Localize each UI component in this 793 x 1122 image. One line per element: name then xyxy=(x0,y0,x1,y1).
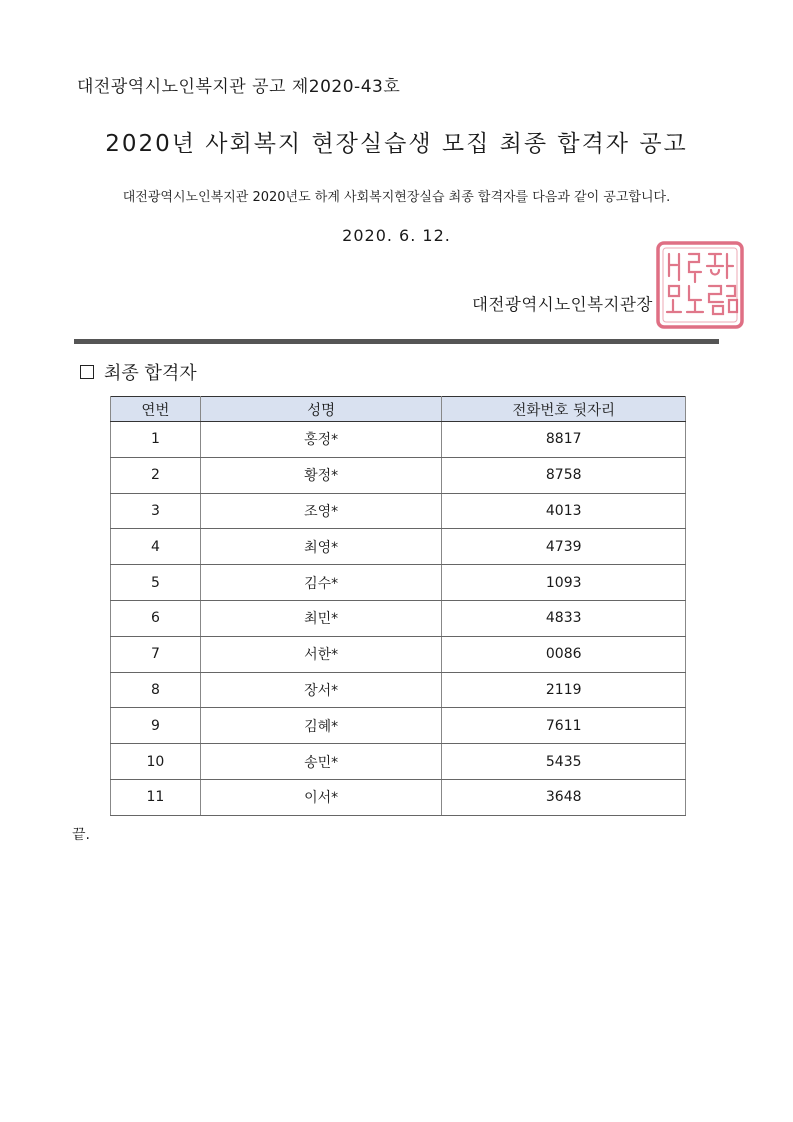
col-header-name: 성명 xyxy=(200,397,442,422)
table-row xyxy=(111,708,686,744)
cell-phone: 4013 xyxy=(442,493,686,529)
cell-number: 7 xyxy=(111,636,201,672)
table-row xyxy=(111,779,686,815)
cell-phone: 3648 xyxy=(442,779,686,815)
cell-name: 조영* xyxy=(200,493,442,529)
divider-rule xyxy=(74,339,719,344)
cell-name: 최영* xyxy=(200,529,442,565)
signature-issuer: 대전광역시노인복지관장 xyxy=(472,295,653,314)
table-row xyxy=(111,422,686,458)
cell-number: 9 xyxy=(111,708,201,744)
table-row xyxy=(111,565,686,601)
table-header-row xyxy=(111,397,686,422)
cell-phone: 4833 xyxy=(442,600,686,636)
cell-name: 서한* xyxy=(200,636,442,672)
table-row xyxy=(111,493,686,529)
section-title: 최종 합격자 xyxy=(104,363,197,384)
cell-number: 6 xyxy=(111,600,201,636)
page-title: 2020년 사회복지 현장실습생 모집 최종 합격자 공고 xyxy=(105,131,688,157)
results-table xyxy=(110,396,686,816)
cell-number: 3 xyxy=(111,493,201,529)
table-row xyxy=(111,636,686,672)
cell-phone: 4739 xyxy=(442,529,686,565)
cell-number: 11 xyxy=(111,779,201,815)
cell-name: 최민* xyxy=(200,600,442,636)
cell-name: 김수* xyxy=(200,565,442,601)
notice-number: 대전광역시노인복지관 공고 제2020-43호 xyxy=(77,77,401,97)
cell-number: 4 xyxy=(111,529,201,565)
cell-phone: 1093 xyxy=(442,565,686,601)
cell-number: 8 xyxy=(111,672,201,708)
official-seal-stamp xyxy=(655,240,745,330)
cell-phone: 0086 xyxy=(442,636,686,672)
table-row xyxy=(111,672,686,708)
end-mark: 끝. xyxy=(72,827,90,843)
col-header-number: 연번 xyxy=(111,397,201,422)
cell-name: 이서* xyxy=(200,779,442,815)
cell-phone: 2119 xyxy=(442,672,686,708)
table-row xyxy=(111,744,686,780)
notice-date: 2020. 6. 12. xyxy=(342,226,451,245)
cell-name: 홍정* xyxy=(200,422,442,458)
section-heading xyxy=(80,359,197,385)
cell-name: 장서* xyxy=(200,672,442,708)
cell-name: 송민* xyxy=(200,744,442,780)
empty-square-icon xyxy=(80,365,94,379)
intro-text: 대전광역시노인복지관 2020년도 하계 사회복지현장실습 최종 합격자를 다음과 같이 공고합니다. xyxy=(122,190,671,205)
table-row xyxy=(111,600,686,636)
cell-name: 김혜* xyxy=(200,708,442,744)
cell-phone: 5435 xyxy=(442,744,686,780)
cell-number: 1 xyxy=(111,422,201,458)
table-row xyxy=(111,529,686,565)
cell-number: 5 xyxy=(111,565,201,601)
cell-phone: 8758 xyxy=(442,457,686,493)
cell-name: 황정* xyxy=(200,457,442,493)
cell-number: 10 xyxy=(111,744,201,780)
table-row xyxy=(111,457,686,493)
col-header-phone: 전화번호 뒷자리 xyxy=(442,397,686,422)
cell-phone: 7611 xyxy=(442,708,686,744)
cell-phone: 8817 xyxy=(442,422,686,458)
cell-number: 2 xyxy=(111,457,201,493)
